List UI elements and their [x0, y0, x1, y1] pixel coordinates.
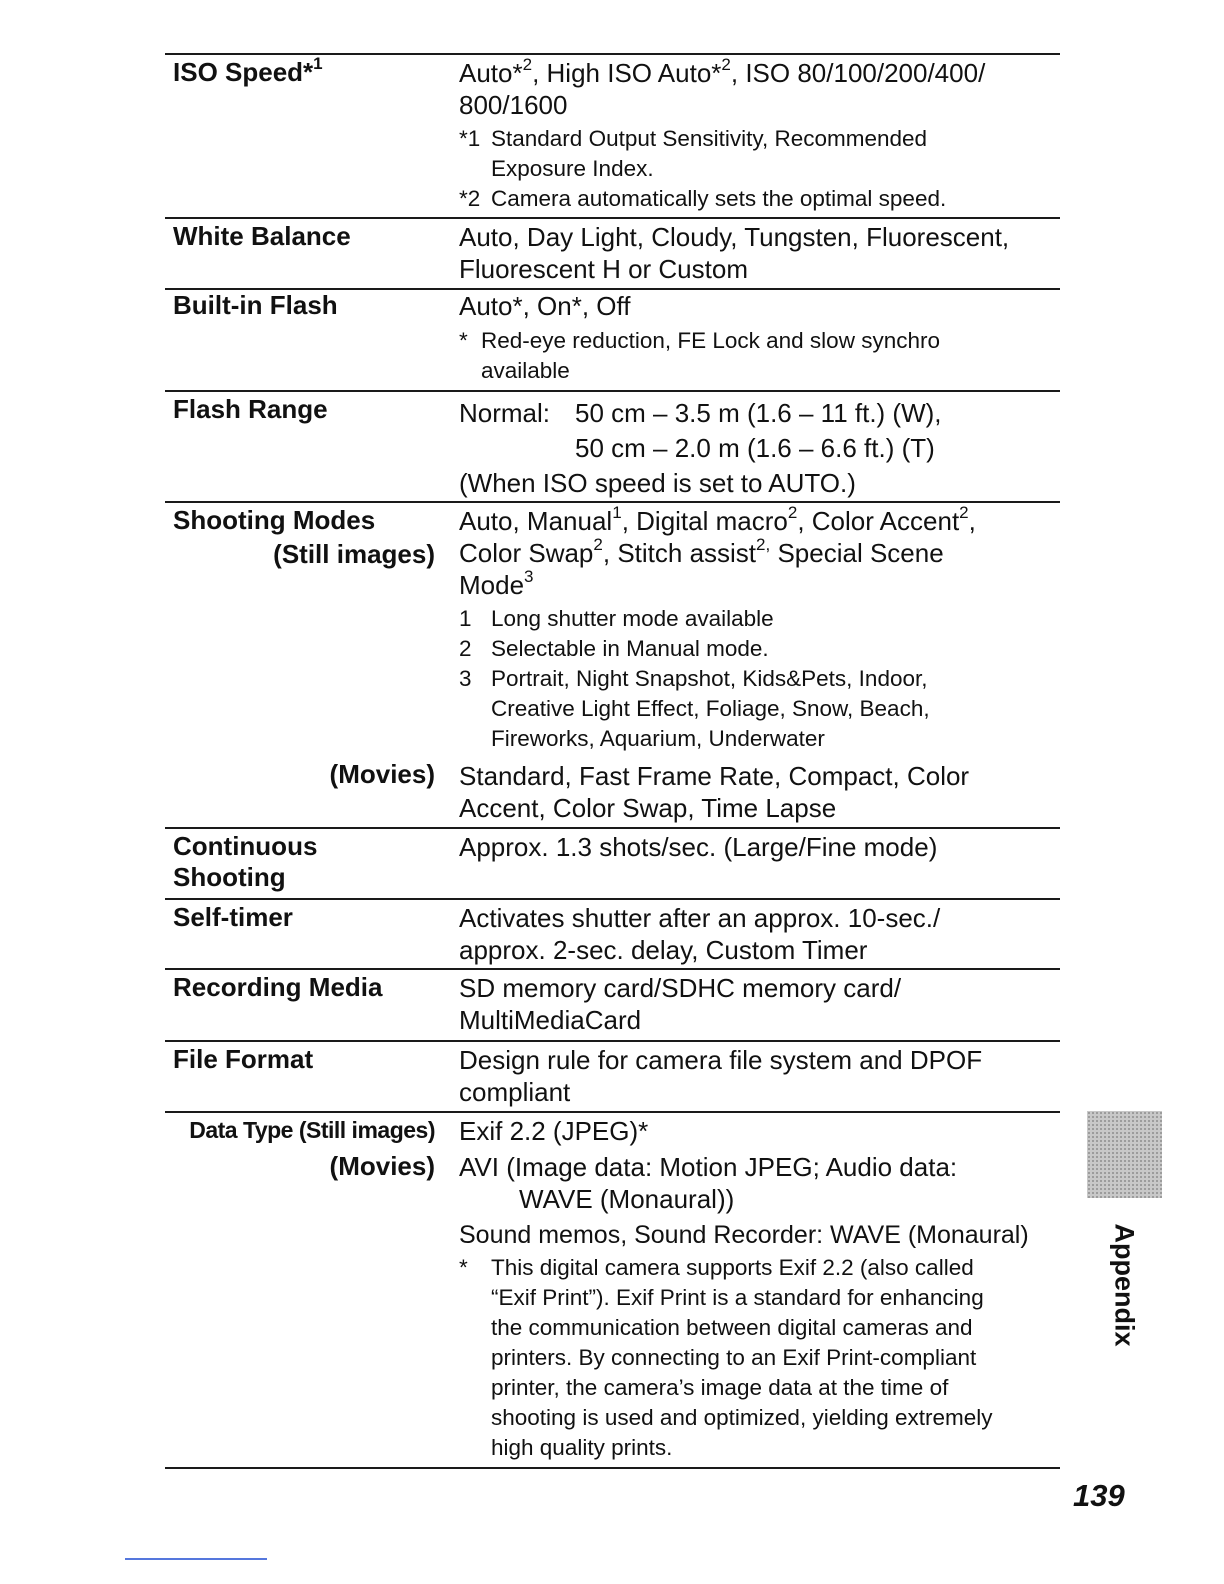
row-built-in-flash	[165, 288, 1060, 390]
value-data-type-still: Exif 2.2 (JPEG)*	[459, 1116, 649, 1146]
value-iso-speed-2: 800/1600	[459, 90, 568, 120]
note-flash: * Red-eye reduction, FE Lock and slow synchro available	[459, 328, 940, 383]
row-iso-speed	[165, 53, 1060, 217]
label-file-format: File Format	[173, 1044, 314, 1074]
row-white-balance	[165, 217, 1060, 288]
value-iso-speed: Auto*$^2$, High ISO Auto*$^2$, ISO 80/100/200/400/	[459, 55, 986, 88]
label-self-timer: Self-timer	[173, 902, 293, 932]
value-data-type-movies: AVI (Image data: Motion JPEG; Audio data: WAVE (Monaural))	[459, 1152, 958, 1214]
value-continuous-shooting: Approx. 1.3 shots/sec. (Large/Fine mode)	[459, 832, 938, 862]
label-recording-media: Recording Media	[173, 972, 383, 1002]
value-shooting-modes-movies: Standard, Fast Frame Rate, Compact, Color Accent, Color Swap, Time Lapse	[459, 761, 970, 823]
label-built-in-flash: Built-in Flash	[173, 290, 338, 320]
value-file-format: Design rule for camera file system and DPOF compliant	[459, 1045, 983, 1107]
value-white-balance: Auto, Day Light, Cloudy, Tungsten, Fluorescent, Fluorescent H or Custom	[459, 222, 1010, 284]
appendix-tab-label: Appendix	[1109, 1223, 1140, 1347]
value-recording-media: SD memory card/SDHC memory card/ MultiMediaCard	[459, 973, 902, 1035]
label-movies: (Movies)	[329, 759, 435, 789]
note-iso-1: *1 Standard Output Sensitivity, Recommended Exposure Index.	[459, 126, 928, 181]
label-iso-speed: ISO Speed*$^1$	[173, 54, 323, 87]
row-continuous-shooting	[165, 827, 1060, 898]
label-flash-range: Flash Range	[173, 394, 328, 424]
label-still-images: (Still images)	[273, 539, 435, 569]
label-data-type: Data Type (Still images)	[189, 1117, 435, 1143]
note-iso-2: *2 Camera automatically sets the optimal speed.	[459, 186, 947, 211]
row-data-type	[165, 1111, 1060, 1469]
label-white-balance: White Balance	[173, 221, 351, 251]
row-flash-range	[165, 390, 1060, 501]
note-modes-3: 3 Portrait, Night Snapshot, Kids&Pets, Indoor, Creative Light Effect, Foliage, Snow, Beach, Fireworks, Aquarium, Underwater	[459, 666, 930, 751]
value-built-in-flash: Auto*, On*, Off	[459, 291, 631, 321]
note-modes-1: 1 Long shutter mode available	[459, 606, 774, 631]
row-shooting-modes	[165, 501, 1060, 827]
page-number: 139	[1073, 1478, 1125, 1513]
value-shooting-modes-still: Auto, Manual$^1$, Digital macro$^2$, Color Accent$^2$, Color Swap$^2$, Stitch assist$^{2,}$ Special Scene Mode$^3$	[459, 503, 976, 600]
bottom-rule	[125, 1558, 267, 1560]
label-continuous-shooting: Continuous Shooting	[173, 831, 318, 892]
value-self-timer: Activates shutter after an approx. 10-sec./ approx. 2-sec. delay, Custom Timer	[459, 903, 941, 965]
label-shooting-modes: Shooting Modes	[173, 505, 376, 535]
row-file-format	[165, 1040, 1060, 1111]
note-exif-print: * This digital camera supports Exif 2.2 (also called “Exif Print”). Exif Print is a standard for enhancing the communication between digital cameras and printers. By connecting to an Exif Print-compliant printer, the camera’s image data at the time of shooting is used and optimized, yielding extremely high quality prints.	[459, 1255, 993, 1460]
value-flash-range: Normal: 50 cm – 3.5 m (1.6 – 11 ft.) (W), 50 cm – 2.0 m (1.6 – 6.6 ft.) (T) (When ISO speed is set to AUTO.)	[459, 398, 942, 498]
note-modes-2: 2 Selectable in Manual mode.	[459, 636, 769, 661]
label-data-type-movies: (Movies)	[329, 1151, 435, 1181]
spec-table	[165, 53, 1060, 1469]
row-recording-media	[165, 968, 1060, 1040]
value-sound-memos: Sound memos, Sound Recorder: WAVE (Monaural)	[459, 1221, 1029, 1249]
row-self-timer	[165, 898, 1060, 968]
appendix-tab-marker	[1087, 1111, 1162, 1198]
